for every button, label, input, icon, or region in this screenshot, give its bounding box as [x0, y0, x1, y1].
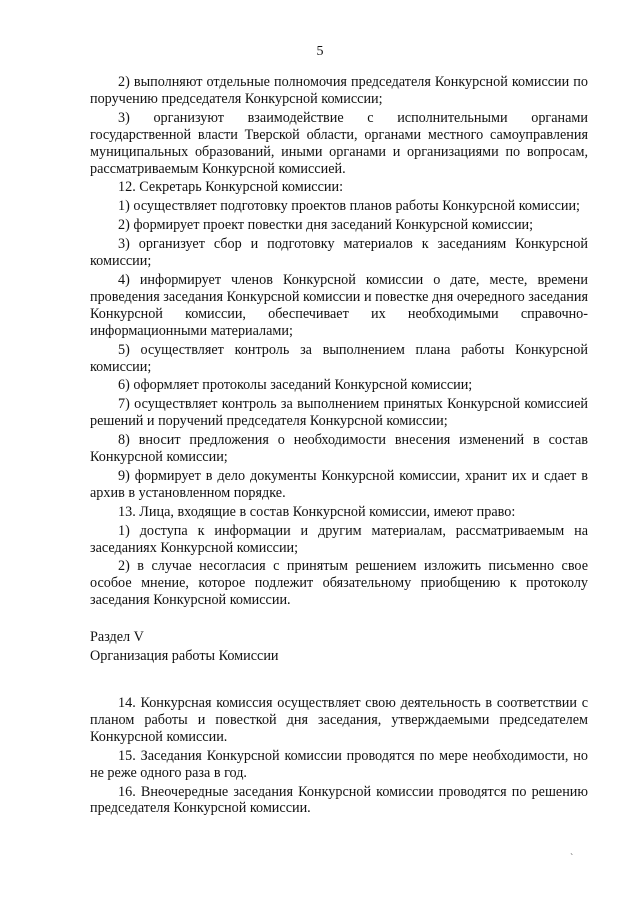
paragraph: 5) осуществляет контроль за выполнением плана работы Конкурсной комиссии;	[90, 341, 588, 375]
document-body	[90, 74, 588, 819]
paragraph: 1) доступа к информации и другим материалам, рассматриваемым на заседаниях Конкурсной комиссии;	[90, 522, 588, 556]
corner-mark: `	[570, 853, 574, 864]
paragraph: 12. Секретарь Конкурсной комиссии:	[118, 179, 344, 196]
paragraph: 8) вносит предложения о необходимости внесения изменений в состав Конкурсной комиссии;	[90, 432, 588, 466]
paragraph: 13. Лица, входящие в состав Конкурсной комиссии, имеют право:	[118, 503, 516, 520]
paragraph: 3) организует сбор и подготовку материалов к заседаниям Конкурсной комиссии;	[90, 236, 588, 270]
paragraph: 2) выполняют отдельные полномочия председателя Конкурсной комиссии по поручению председателя Конкурсной комиссии;	[90, 74, 588, 107]
paragraph: 2) в случае несогласия с принятым решением изложить письменно свое особое мнение, которое подлежит обязательному приобщению к протоколу заседания Конкурсной комиссии.	[90, 558, 588, 609]
section-title: Раздел V	[90, 629, 144, 646]
page-number: 5	[316, 44, 324, 59]
paragraph: 14. Конкурсная комиссия осуществляет свою деятельность в соответствии с планом работы и повесткой дня заседания, утверждаемыми председателем Конкурсной комиссии.	[90, 695, 588, 745]
paragraph: 9) формирует в дело документы Конкурсной комиссии, хранит их и сдает в архив в установленном порядке.	[90, 467, 588, 501]
paragraph: 1) осуществляет подготовку проектов планов работы Конкурсной комиссии;	[118, 198, 580, 215]
section-subtitle: Организация работы Комиссии	[90, 648, 279, 665]
paragraph: 15. Заседания Конкурсной комиссии проводятся по мере необходимости, но не реже одного раза в год.	[90, 747, 588, 781]
paragraph: 4) информирует членов Конкурсной комиссии о дате, месте, времени проведения заседания Конкурсной комиссии и повестке дня очередного заседания Конкурсной комиссии, обеспечивает их необходимыми справочно-информационными материалами;	[90, 271, 588, 339]
paragraph: 16. Внеочередные заседания Конкурсной комиссии проводятся по решению председателя Конкурсной комиссии.	[90, 783, 588, 817]
paragraph: 6) оформляет протоколы заседаний Конкурсной комиссии;	[118, 377, 473, 394]
paragraph: 7) осуществляет контроль за выполнением принятых Конкурсной комиссией решений и поручений председателя Конкурсной комиссии;	[90, 396, 588, 430]
paragraph: 2) формирует проект повестки дня заседаний Конкурсной комиссии;	[118, 217, 534, 234]
paragraph: 3) организуют взаимодействие с исполнительными органами государственной власти Тверской области, органами местного самоуправления муниципальных образований, иными органами и организациями по вопросам, рассматриваемым Конкурсной комиссией.	[90, 109, 588, 177]
